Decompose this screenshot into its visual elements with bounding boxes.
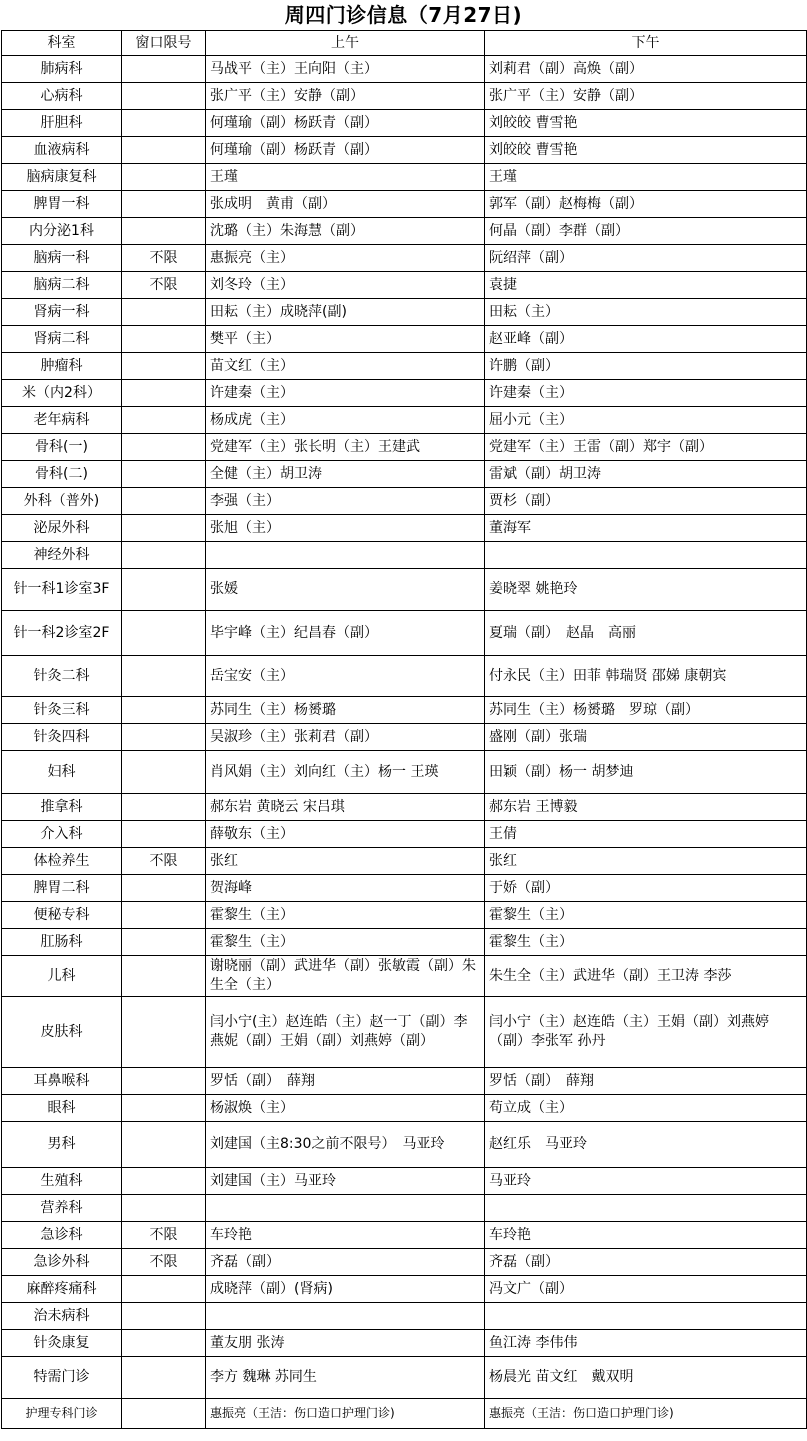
table-row	[2, 542, 807, 569]
dept-cell: 皮肤科	[2, 997, 122, 1068]
table-row	[2, 164, 807, 191]
clinic-schedule-table	[1, 30, 807, 1429]
pm-cell: 罗恬（副） 薛翔	[485, 1068, 807, 1095]
dept-cell: 体检养生	[2, 848, 122, 875]
table-row	[2, 1195, 807, 1222]
am-cell: 樊平（主）	[206, 326, 485, 353]
am-cell	[206, 1303, 485, 1330]
am-cell: 岳宝安（主）	[206, 656, 485, 697]
limit-cell: 不限	[122, 1222, 206, 1249]
am-cell: 党建军（主）张长明（主）王建武	[206, 434, 485, 461]
table-row	[2, 245, 807, 272]
table-row	[2, 353, 807, 380]
limit-cell	[122, 488, 206, 515]
limit-cell: 不限	[122, 272, 206, 299]
am-cell: 张广平（主）安静（副）	[206, 83, 485, 110]
header-pm: 下午	[485, 31, 807, 56]
pm-cell: 闫小宁（主）赵连皓（主）王娟（副）刘燕婷（副）李张军 孙丹	[485, 997, 807, 1068]
am-cell: 杨成虎（主）	[206, 407, 485, 434]
pm-cell: 王倩	[485, 821, 807, 848]
limit-cell	[122, 1195, 206, 1222]
limit-cell	[122, 218, 206, 245]
table-row	[2, 488, 807, 515]
table-row	[2, 751, 807, 794]
limit-cell	[122, 751, 206, 794]
pm-cell: 王瑾	[485, 164, 807, 191]
am-cell: 全健（主）胡卫涛	[206, 461, 485, 488]
dept-cell: 脑病一科	[2, 245, 122, 272]
limit-cell: 不限	[122, 848, 206, 875]
am-cell: 惠振亮（主）	[206, 245, 485, 272]
am-cell: 王瑾	[206, 164, 485, 191]
table-row	[2, 1399, 807, 1429]
am-cell: 何瑾瑜（副）杨跃青（副）	[206, 137, 485, 164]
pm-cell: 刘皎皎 曹雪艳	[485, 137, 807, 164]
am-cell: 杨淑焕（主）	[206, 1095, 485, 1122]
pm-cell: 赵亚峰（副）	[485, 326, 807, 353]
am-cell: 苗文红（主）	[206, 353, 485, 380]
dept-cell: 肛肠科	[2, 929, 122, 956]
table-row	[2, 997, 807, 1068]
table-row	[2, 611, 807, 656]
dept-cell: 脑病康复科	[2, 164, 122, 191]
limit-cell	[122, 191, 206, 218]
am-cell: 毕宇峰（主）纪昌春（副）	[206, 611, 485, 656]
header-dept: 科室	[2, 31, 122, 56]
dept-cell: 男科	[2, 1122, 122, 1168]
table-row	[2, 272, 807, 299]
dept-cell: 肝胆科	[2, 110, 122, 137]
limit-cell	[122, 326, 206, 353]
pm-cell: 夏瑞（副） 赵晶 高丽	[485, 611, 807, 656]
am-cell: 张媛	[206, 569, 485, 611]
pm-cell: 鱼江涛 李伟伟	[485, 1330, 807, 1357]
pm-cell: 霍黎生（主）	[485, 929, 807, 956]
limit-cell	[122, 407, 206, 434]
dept-cell: 麻醉疼痛科	[2, 1276, 122, 1303]
pm-cell: 马亚玲	[485, 1168, 807, 1195]
limit-cell	[122, 299, 206, 326]
header-row	[2, 31, 807, 56]
dept-cell: 内分泌1科	[2, 218, 122, 245]
pm-cell: 付永民（主）田菲 韩瑞贤 邵娣 康朝宾	[485, 656, 807, 697]
limit-cell	[122, 997, 206, 1068]
pm-cell: 赵红乐 马亚玲	[485, 1122, 807, 1168]
table-row	[2, 1122, 807, 1168]
am-cell: 何瑾瑜（副）杨跃青（副）	[206, 110, 485, 137]
table-row	[2, 1068, 807, 1095]
dept-cell: 肾病一科	[2, 299, 122, 326]
am-cell: 苏同生（主）杨赟璐	[206, 697, 485, 724]
header-limit: 窗口限号	[122, 31, 206, 56]
pm-cell: 张红	[485, 848, 807, 875]
pm-cell: 惠振亮（王洁：伤口造口护理门诊)	[485, 1399, 807, 1429]
dept-cell: 针一科1诊室3F	[2, 569, 122, 611]
limit-cell	[122, 724, 206, 751]
limit-cell	[122, 1068, 206, 1095]
dept-cell: 耳鼻喉科	[2, 1068, 122, 1095]
am-cell: 惠振亮（王洁：伤口造口护理门诊)	[206, 1399, 485, 1429]
pm-cell: 齐磊（副）	[485, 1249, 807, 1276]
limit-cell	[122, 542, 206, 569]
am-cell: 李方 魏琳 苏同生	[206, 1357, 485, 1399]
dept-cell: 针灸二科	[2, 656, 122, 697]
dept-cell: 脾胃一科	[2, 191, 122, 218]
dept-cell: 针灸康复	[2, 1330, 122, 1357]
am-cell: 刘建国（主8:30之前不限号） 马亚玲	[206, 1122, 485, 1168]
pm-cell: 雷斌（副）胡卫涛	[485, 461, 807, 488]
pm-cell: 许鹏（副）	[485, 353, 807, 380]
am-cell: 沈璐（主）朱海慧（副）	[206, 218, 485, 245]
dept-cell: 治未病科	[2, 1303, 122, 1330]
am-cell: 董友朋 张涛	[206, 1330, 485, 1357]
dept-cell: 急诊外科	[2, 1249, 122, 1276]
table-row	[2, 569, 807, 611]
table-row	[2, 821, 807, 848]
dept-cell: 肾病二科	[2, 326, 122, 353]
am-cell: 车玲艳	[206, 1222, 485, 1249]
pm-cell: 于娇（副）	[485, 875, 807, 902]
pm-cell: 党建军（主）王雷（副）郑宇（副）	[485, 434, 807, 461]
table-row	[2, 1249, 807, 1276]
limit-cell	[122, 1168, 206, 1195]
table-row	[2, 461, 807, 488]
table-row	[2, 1222, 807, 1249]
dept-cell: 眼科	[2, 1095, 122, 1122]
table-row	[2, 697, 807, 724]
limit-cell	[122, 1095, 206, 1122]
limit-cell	[122, 83, 206, 110]
limit-cell	[122, 611, 206, 656]
pm-cell: 姜晓翠 姚艳玲	[485, 569, 807, 611]
pm-cell: 刘皎皎 曹雪艳	[485, 110, 807, 137]
am-cell: 张成明 黄甫（副）	[206, 191, 485, 218]
table-row	[2, 902, 807, 929]
table-row	[2, 299, 807, 326]
limit-cell	[122, 956, 206, 997]
limit-cell	[122, 1330, 206, 1357]
dept-cell: 急诊科	[2, 1222, 122, 1249]
limit-cell	[122, 515, 206, 542]
table-row	[2, 137, 807, 164]
pm-cell	[485, 1303, 807, 1330]
pm-cell: 苟立成（主）	[485, 1095, 807, 1122]
am-cell: 张旭（主）	[206, 515, 485, 542]
limit-cell	[122, 569, 206, 611]
table-row	[2, 1330, 807, 1357]
table-row	[2, 956, 807, 997]
am-cell: 闫小宁(主）赵连皓（主）赵一丁（副）李燕妮（副）王娟（副）刘燕婷（副）	[206, 997, 485, 1068]
pm-cell: 刘莉君（副）高焕（副）	[485, 56, 807, 83]
dept-cell: 针一科2诊室2F	[2, 611, 122, 656]
pm-cell: 苏同生（主）杨赟璐 罗琼（副）	[485, 697, 807, 724]
dept-cell: 心病科	[2, 83, 122, 110]
pm-cell: 杨晨光 苗文红 戴双明	[485, 1357, 807, 1399]
table-row	[2, 380, 807, 407]
limit-cell	[122, 434, 206, 461]
dept-cell: 儿科	[2, 956, 122, 997]
pm-cell: 霍黎生（主）	[485, 902, 807, 929]
pm-cell: 田耘（主）	[485, 299, 807, 326]
pm-cell: 张广平（主）安静（副）	[485, 83, 807, 110]
limit-cell	[122, 821, 206, 848]
am-cell: 罗恬（副） 薛翔	[206, 1068, 485, 1095]
header-am: 上午	[206, 31, 485, 56]
limit-cell	[122, 902, 206, 929]
dept-cell: 骨科(二)	[2, 461, 122, 488]
limit-cell	[122, 164, 206, 191]
table-row	[2, 326, 807, 353]
pm-cell: 袁捷	[485, 272, 807, 299]
limit-cell	[122, 56, 206, 83]
dept-cell: 脾胃二科	[2, 875, 122, 902]
pm-cell: 董海军	[485, 515, 807, 542]
limit-cell	[122, 1399, 206, 1429]
pm-cell: 贾杉（副）	[485, 488, 807, 515]
am-cell: 成晓萍（副）(肾病)	[206, 1276, 485, 1303]
limit-cell	[122, 875, 206, 902]
dept-cell: 妇科	[2, 751, 122, 794]
table-row	[2, 434, 807, 461]
dept-cell: 米（内2科）	[2, 380, 122, 407]
am-cell: 马战平（主）王向阳（主）	[206, 56, 485, 83]
am-cell: 李强（主）	[206, 488, 485, 515]
dept-cell: 骨科(一)	[2, 434, 122, 461]
am-cell: 郝东岩 黄晓云 宋吕琪	[206, 794, 485, 821]
dept-cell: 护理专科门诊	[2, 1399, 122, 1429]
am-cell: 许建秦（主）	[206, 380, 485, 407]
pm-cell: 许建秦（主）	[485, 380, 807, 407]
dept-cell: 肺病科	[2, 56, 122, 83]
am-cell: 刘建国（主）马亚玲	[206, 1168, 485, 1195]
am-cell: 张红	[206, 848, 485, 875]
am-cell	[206, 1195, 485, 1222]
pm-cell: 朱生全（主）武进华（副）王卫涛 李莎	[485, 956, 807, 997]
pm-cell: 郝东岩 王博毅	[485, 794, 807, 821]
limit-cell	[122, 929, 206, 956]
dept-cell: 特需门诊	[2, 1357, 122, 1399]
pm-cell	[485, 1195, 807, 1222]
dept-cell: 外科（普外)	[2, 488, 122, 515]
dept-cell: 老年病科	[2, 407, 122, 434]
dept-cell: 脑病二科	[2, 272, 122, 299]
limit-cell	[122, 110, 206, 137]
am-cell: 霍黎生（主）	[206, 902, 485, 929]
pm-cell: 郭军（副）赵梅梅（副）	[485, 191, 807, 218]
dept-cell: 针灸三科	[2, 697, 122, 724]
table-row	[2, 1357, 807, 1399]
table-row	[2, 1276, 807, 1303]
pm-cell	[485, 542, 807, 569]
limit-cell: 不限	[122, 1249, 206, 1276]
limit-cell	[122, 1357, 206, 1399]
pm-cell: 何晶（副）李群（副）	[485, 218, 807, 245]
limit-cell	[122, 353, 206, 380]
pm-cell: 屈小元（主）	[485, 407, 807, 434]
table-row	[2, 875, 807, 902]
dept-cell: 介入科	[2, 821, 122, 848]
limit-cell	[122, 137, 206, 164]
am-cell	[206, 542, 485, 569]
dept-cell: 肿瘤科	[2, 353, 122, 380]
dept-cell: 便秘专科	[2, 902, 122, 929]
table-row	[2, 848, 807, 875]
table-row	[2, 724, 807, 751]
table-row	[2, 515, 807, 542]
dept-cell: 推拿科	[2, 794, 122, 821]
dept-cell: 泌尿外科	[2, 515, 122, 542]
table-row	[2, 794, 807, 821]
am-cell: 齐磊（副）	[206, 1249, 485, 1276]
limit-cell	[122, 697, 206, 724]
limit-cell	[122, 461, 206, 488]
table-row	[2, 83, 807, 110]
table-row	[2, 56, 807, 83]
limit-cell	[122, 656, 206, 697]
table-row	[2, 1168, 807, 1195]
limit-cell: 不限	[122, 245, 206, 272]
pm-cell: 车玲艳	[485, 1222, 807, 1249]
dept-cell: 血液病科	[2, 137, 122, 164]
table-row	[2, 218, 807, 245]
pm-cell: 冯文广（副）	[485, 1276, 807, 1303]
table-row	[2, 407, 807, 434]
am-cell: 霍黎生（主）	[206, 929, 485, 956]
dept-cell: 针灸四科	[2, 724, 122, 751]
table-row	[2, 191, 807, 218]
pm-cell: 田颖（副）杨一 胡梦迪	[485, 751, 807, 794]
table-row	[2, 656, 807, 697]
limit-cell	[122, 794, 206, 821]
dept-cell: 生殖科	[2, 1168, 122, 1195]
dept-cell: 神经外科	[2, 542, 122, 569]
page-title: 周四门诊信息（7月27日)	[284, 3, 523, 27]
table-row	[2, 929, 807, 956]
am-cell: 刘冬玲（主）	[206, 272, 485, 299]
pm-cell: 阮绍萍（副）	[485, 245, 807, 272]
am-cell: 贺海峰	[206, 875, 485, 902]
table-row	[2, 110, 807, 137]
limit-cell	[122, 1122, 206, 1168]
limit-cell	[122, 1276, 206, 1303]
am-cell: 吴淑珍（主）张莉君（副）	[206, 724, 485, 751]
table-row	[2, 1095, 807, 1122]
am-cell: 薛敬东（主）	[206, 821, 485, 848]
table-row	[2, 1303, 807, 1330]
am-cell: 谢晓丽（副）武进华（副）张敏霞（副）朱生全（主）	[206, 956, 485, 997]
dept-cell: 营养科	[2, 1195, 122, 1222]
am-cell: 肖风娟（主）刘向红（主）杨一 王瑛	[206, 751, 485, 794]
limit-cell	[122, 380, 206, 407]
limit-cell	[122, 1303, 206, 1330]
pm-cell: 盛刚（副）张瑞	[485, 724, 807, 751]
am-cell: 田耘（主）成晓萍(副)	[206, 299, 485, 326]
